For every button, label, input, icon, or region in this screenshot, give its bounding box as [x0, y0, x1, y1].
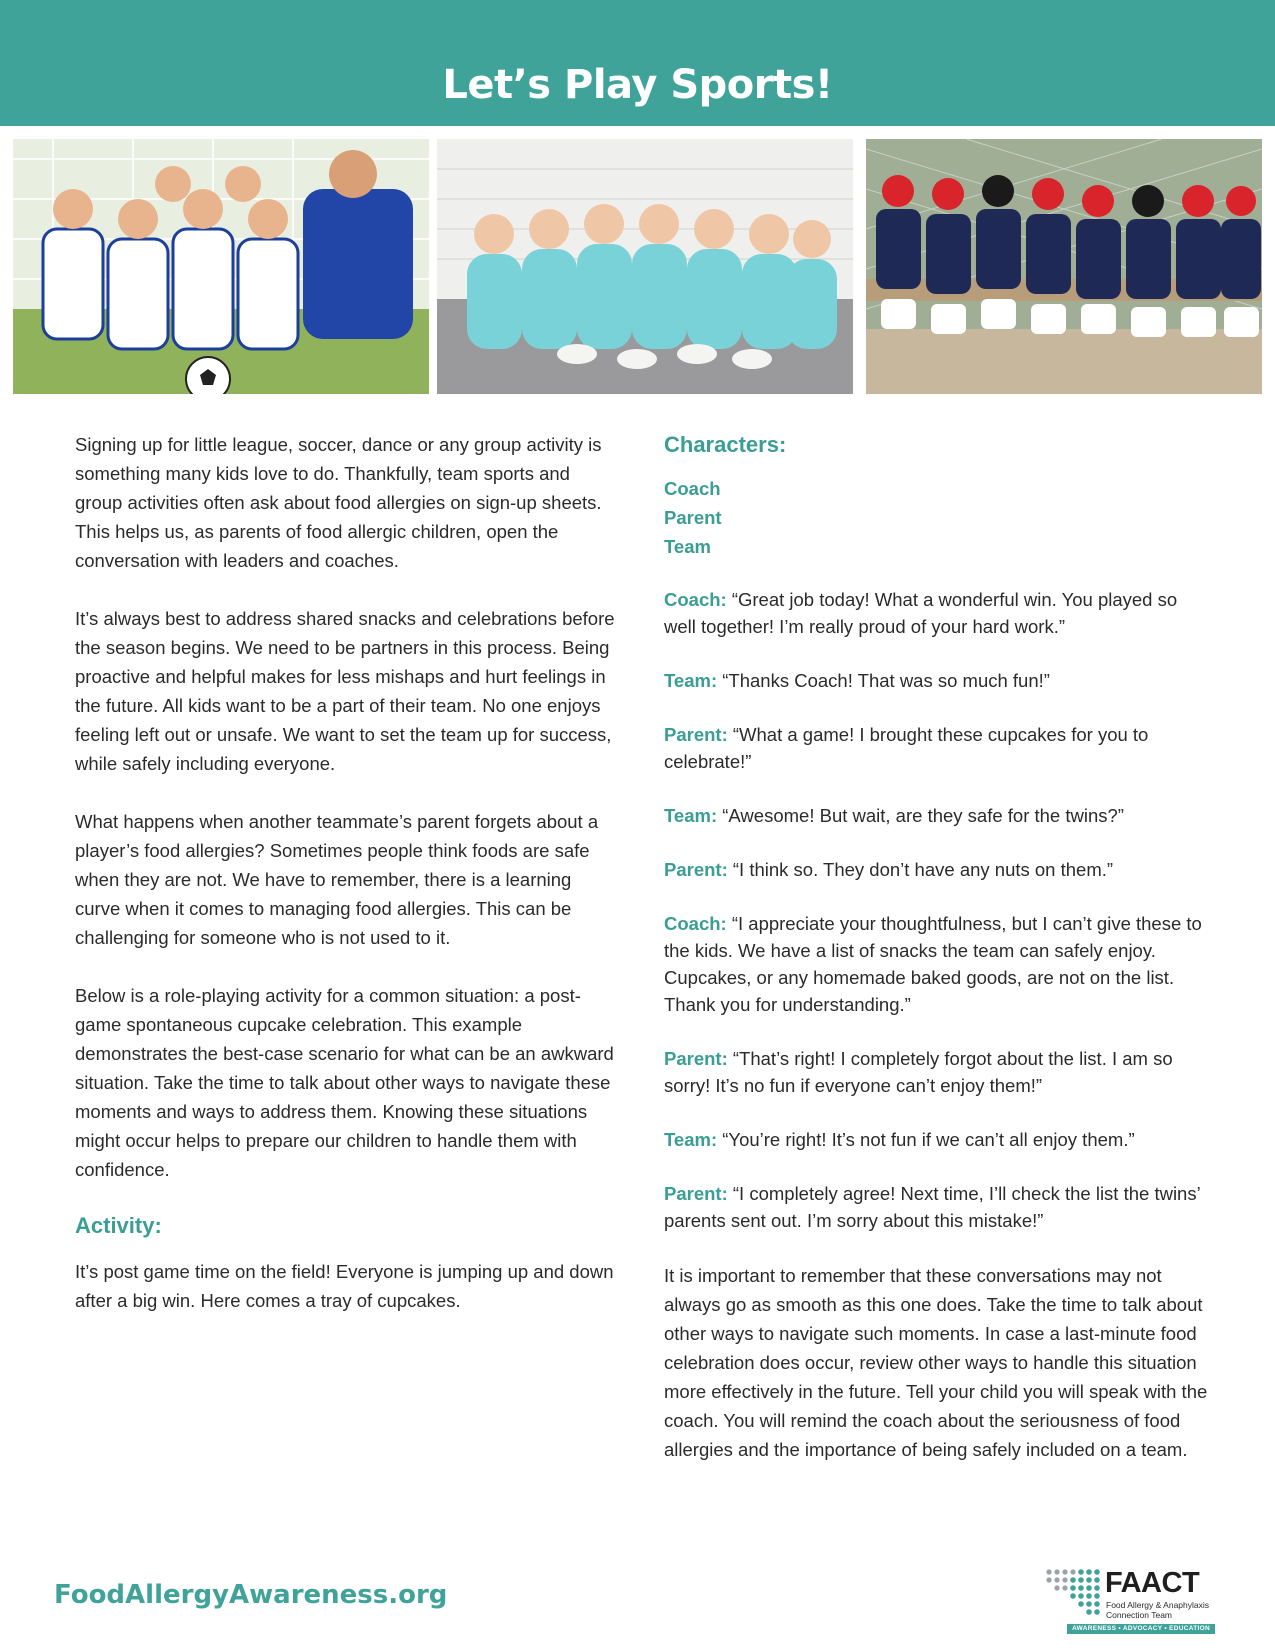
characters-list: [664, 474, 1209, 561]
intro-paragraph-1: Signing up for little league, soccer, dance or any group activity is something many kids love to do. Thankfully, team sports and group activities often ask about food allergies on sign-up sheets. This helps us, as parents of food allergic children, open the conversation with leaders and coaches.: [75, 434, 602, 571]
logo-wordmark: FAACT: [1105, 1567, 1200, 1599]
right-column: [664, 430, 1209, 1464]
activity-heading: Activity:: [75, 1213, 162, 1238]
speaker-label: Coach:: [664, 913, 727, 934]
dialog-line: [664, 856, 1209, 883]
activity-text: It’s post game time on the field! Everyone is jumping up and down after a big win. Here comes a tray of cupcakes.: [75, 1261, 614, 1311]
dialog-text: “Great job today! What a wonderful win. You played so well together! I’m really proud of your hard work.”: [664, 589, 1178, 637]
baseball-team-photo: [866, 139, 1262, 394]
speaker-label: Parent:: [664, 1048, 728, 1069]
dialog-line: [664, 1126, 1209, 1153]
page-title: Let’s Play Sports!: [442, 62, 833, 108]
logo-subtitle: Food Allergy & Anaphylaxis Connection Team: [1106, 1600, 1210, 1620]
speaker-label: Team:: [664, 670, 718, 691]
dialog-line: [664, 1045, 1209, 1099]
logo-tagline: AWARENESS • ADVOCACY • EDUCATION: [1067, 1624, 1215, 1634]
intro-paragraph-4: Below is a role-playing activity for a common situation: a post-game spontaneous cupcake celebration. This example demonstrates the best-case scenario for what can be an awkward situation. Take the time to talk about other ways to navigate these moments and ways to address them. Knowing these situations might occur helps to prepare our children to handle them with confidence.: [75, 985, 614, 1180]
left-column: [75, 430, 615, 1344]
character-parent: Parent: [664, 507, 722, 528]
website-link[interactable]: FoodAllergyAwareness.org: [54, 1580, 448, 1610]
dialog-line: [664, 721, 1209, 775]
dialog-text: “I appreciate your thoughtfulness, but I can’t give these to the kids. We have a list of snacks the team can safely enjoy. Cupcakes, or any homemade baked goods, are not on the list. Thank you for understanding.”: [664, 913, 1202, 1015]
closing-paragraph: It is important to remember that these conversations may not always go as smooth as this one does. Take the time to talk about other ways to navigate such moments. In case a last-minute food celebration does occur, review other ways to handle this situation more effectively in the future. Tell your child you will speak with the coach. You will remind the coach about the seriousness of food allergies and the importance of being safely included on a team.: [664, 1265, 1208, 1460]
dialog-text: “Awesome! But wait, are they safe for the twins?”: [722, 805, 1124, 826]
dialog-line: [664, 586, 1209, 640]
speaker-label: Parent:: [664, 1183, 728, 1204]
faact-logo: [1045, 1568, 1215, 1636]
speaker-label: Team:: [664, 1129, 718, 1150]
dialog-line: [664, 667, 1209, 694]
dance-class-photo: [437, 139, 853, 394]
dialog-text: “What a game! I brought these cupcakes for you to celebrate!”: [664, 724, 1149, 772]
intro-paragraph-3: What happens when another teammate’s parent forgets about a player’s food allergies? Sometimes people think foods are safe when they are not. We have to remember, there is a learning curve when it comes to managing food allergies. This can be challenging for someone who is not used to it.: [75, 811, 599, 948]
dialog-text: “Thanks Coach! That was so much fun!”: [722, 670, 1050, 691]
character-coach: Coach: [664, 478, 721, 499]
intro-paragraph-2: It’s always best to address shared snacks and celebrations before the season begins. We need to be partners in this process. Being proactive and helpful makes for less mishaps and hurt feelings in the future. All kids want to be a part of their team. No one enjoys feeling left out or unsafe. We want to set the team up for success, while safely including everyone.: [75, 608, 615, 774]
speaker-label: Parent:: [664, 859, 728, 880]
dialog-line: [664, 802, 1209, 829]
dialog-line: [664, 1180, 1209, 1234]
faact-dots-icon: [1045, 1568, 1101, 1620]
soccer-team-photo: [13, 139, 429, 394]
dialog-text: “You’re right! It’s not fun if we can’t all enjoy them.”: [722, 1129, 1135, 1150]
dialog-text: “That’s right! I completely forgot about the list. I am so sorry! It’s no fun if everyone can’t enjoy them!”: [664, 1048, 1173, 1096]
character-team: Team: [664, 536, 711, 557]
dialog-line: [664, 910, 1209, 1018]
dialog-text: “I think so. They don’t have any nuts on them.”: [732, 859, 1114, 880]
characters-heading: Characters:: [664, 432, 787, 457]
speaker-label: Team:: [664, 805, 718, 826]
dialog-text: “I completely agree! Next time, I’ll check the list the twins’ parents sent out. I’m sorry about this mistake!”: [664, 1183, 1201, 1231]
speaker-label: Coach:: [664, 589, 727, 610]
speaker-label: Parent:: [664, 724, 728, 745]
